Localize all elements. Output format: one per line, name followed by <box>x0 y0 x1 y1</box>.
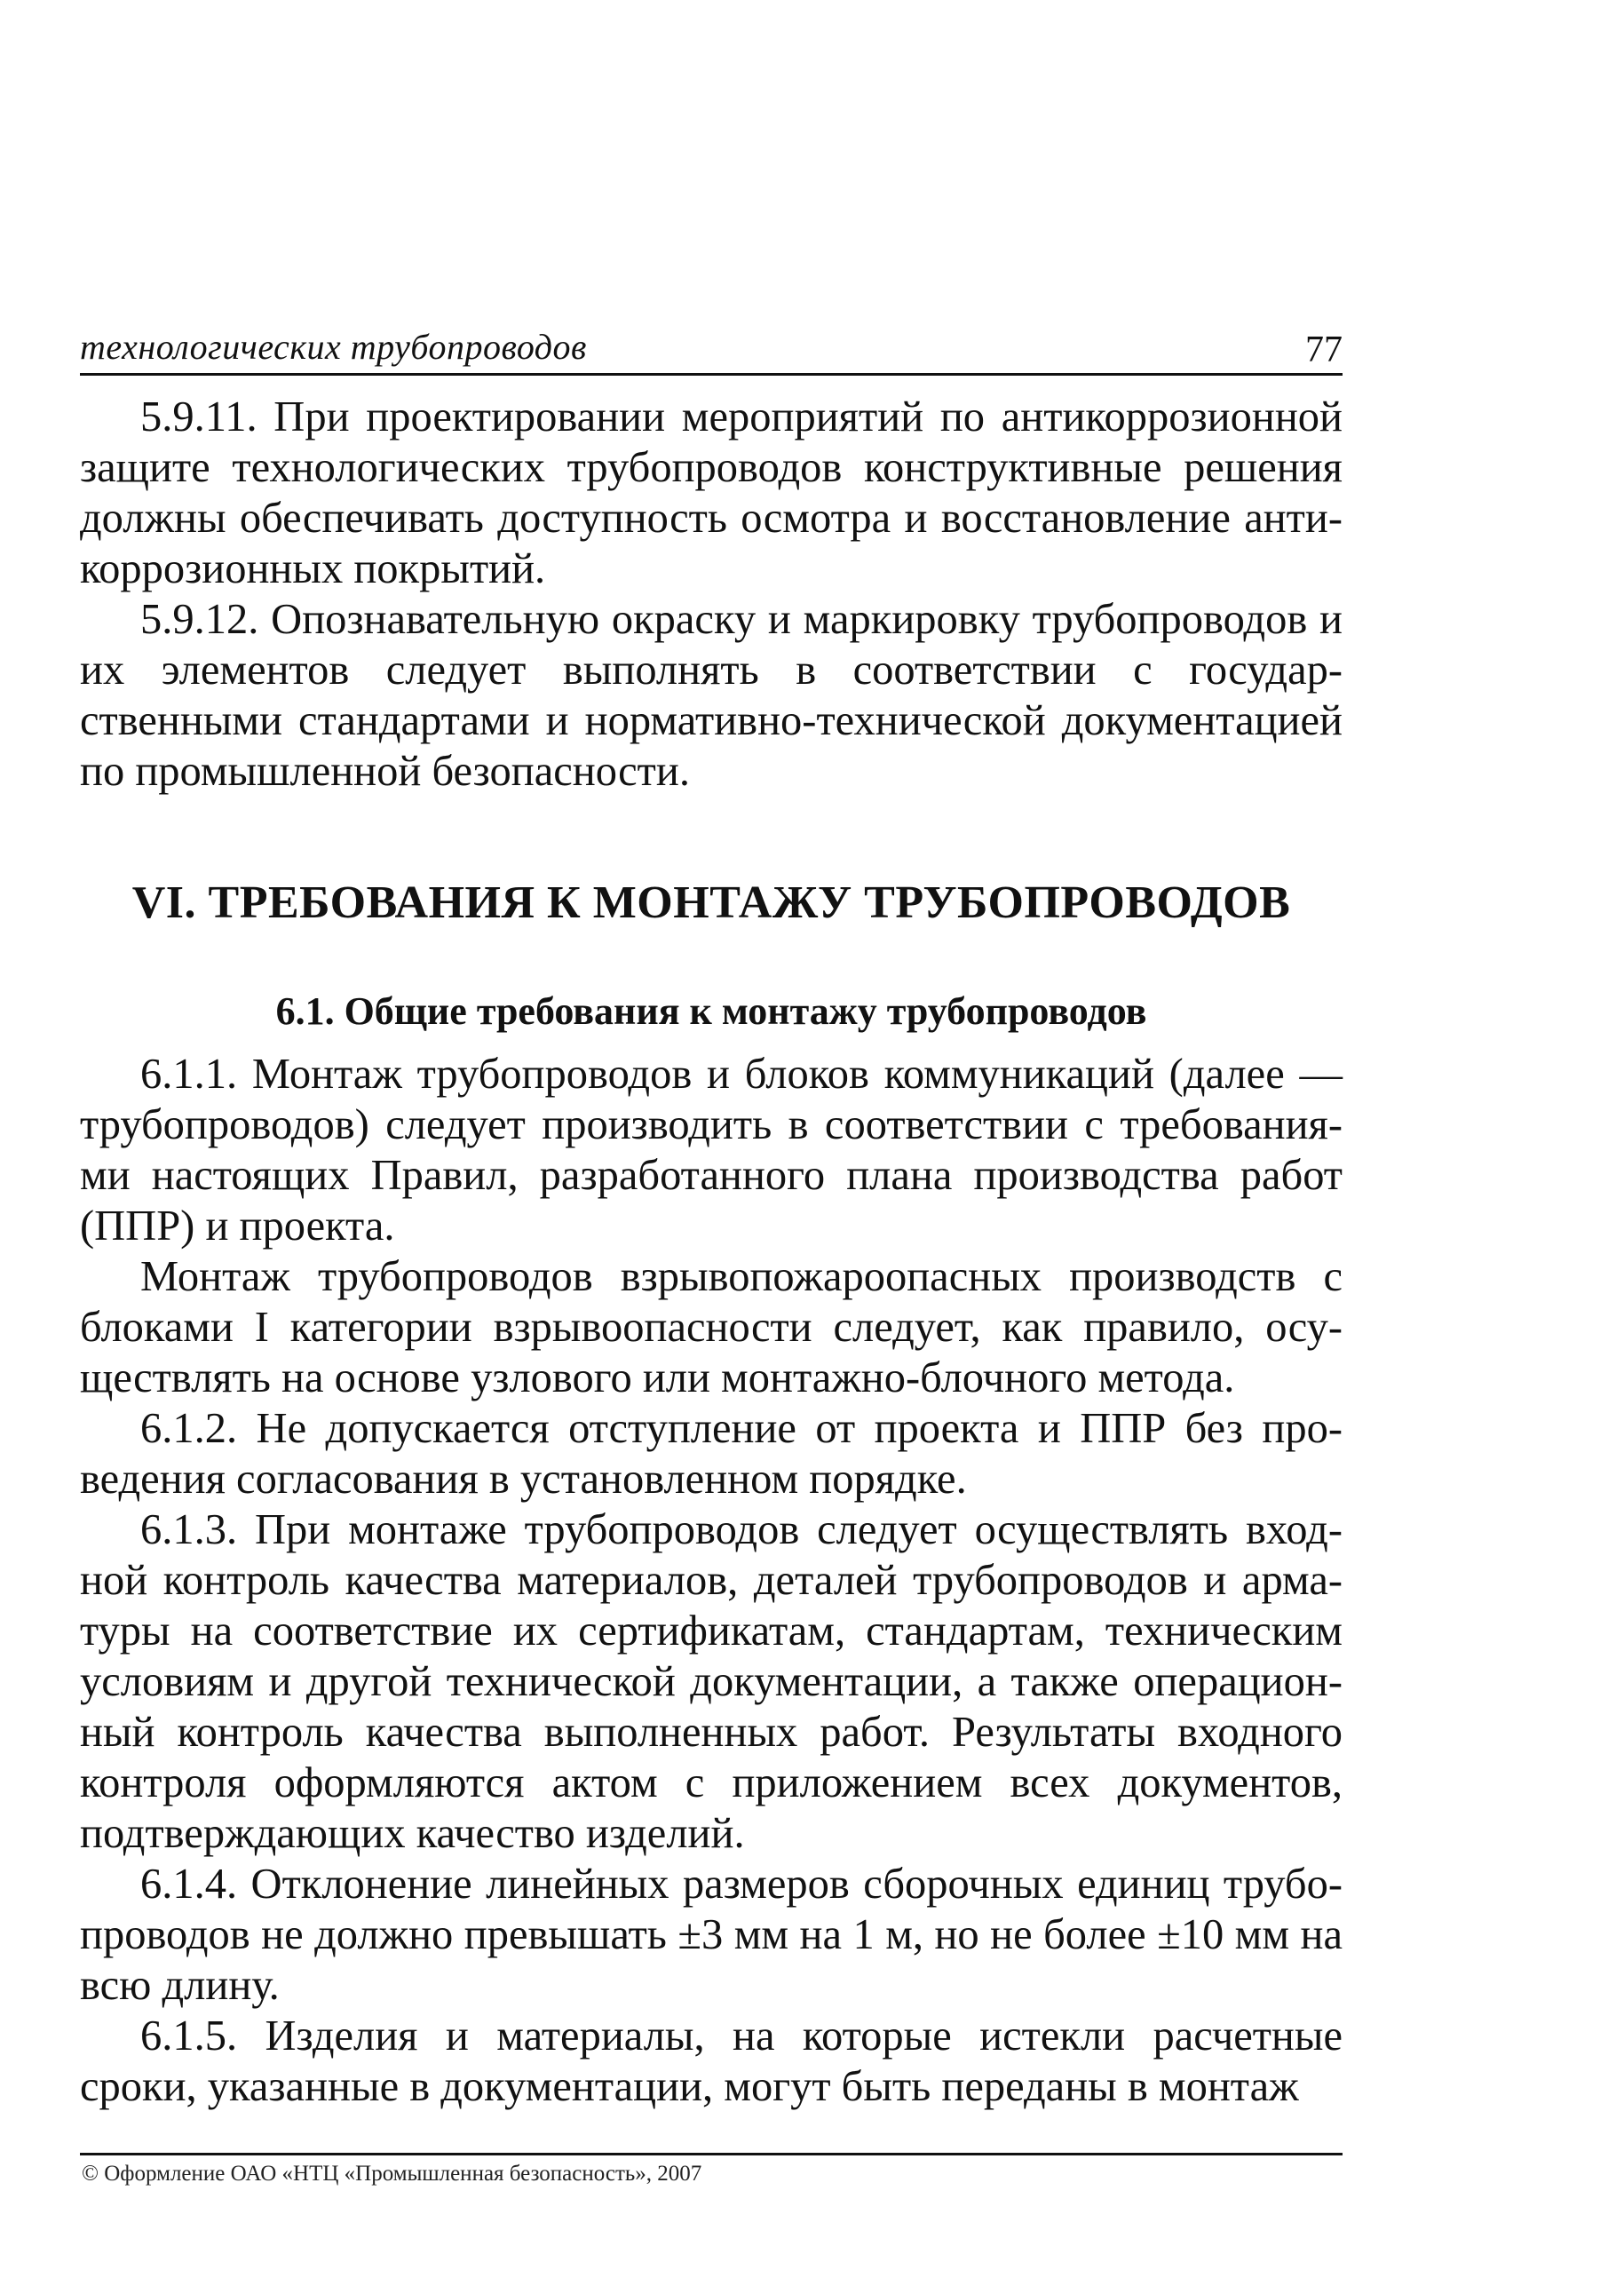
paragraph-5-9-12: 5.9.12. Опознавательную окраску и маркировку трубопроводов и их элементов следует выполнять в соответствии с государственными стандартами и нормативно-технической документацией по промышленной безопасности. <box>80 596 1343 795</box>
running-header <box>80 320 1343 376</box>
page-number: 77 <box>1305 329 1343 370</box>
section-heading: 6.1. Общие требования к монтажу трубопроводов <box>275 989 1147 1033</box>
footer-copyright: © Оформление ОАО «НТЦ «Промышленная безопасность», 2007 <box>82 2162 702 2186</box>
paragraph-5-9-11: 5.9.11. При проектировании мероприятий по антикоррозионной защите технологических трубопроводов конструктивные решения должны обеспечивать доступность осмотра и восстановление антикоррозионных покрытий. <box>80 393 1343 592</box>
paragraph-6-1-5: 6.1.5. Изделия и материалы, на которые истекли расчетные сроки, указанные в документации, могут быть переданы в монтаж <box>80 2012 1343 2110</box>
chapter-heading: VI. ТРЕБОВАНИЯ К МОНТАЖУ ТРУБОПРОВОДОВ <box>131 877 1291 928</box>
paragraph-6-1-2: 6.1.2. Не допускается отступление от проекта и ППР без проведения согласования в установленном порядке. <box>80 1405 1343 1503</box>
paragraph-6-1-3: 6.1.3. При монтаже трубопроводов следует осуществлять входной контроль качества материалов, деталей трубопроводов и арматуры на соответствие их сертификатам, стандартам, техническим условиям и другой технической документации, а также операционный контроль качества выполненных работ. Результаты входного контроля оформляются актом с приложением всех документов, подтверждающих качество изделий. <box>80 1506 1343 1857</box>
paragraph-6-1-4: 6.1.4. Отклонение линейных размеров сборочных единиц трубопроводов не должно превышать ±3 мм на 1 м, но не более ±10 мм на всю длину. <box>80 1861 1343 2009</box>
paragraph-6-1-1-continuation: Монтаж трубопроводов взрывопожароопасных производств с блоками I категории взрывоопасности следует, как правило, осуществлять на основе узлового или монтажно-блочного метода. <box>80 1253 1343 1401</box>
document-page <box>80 320 1343 2112</box>
footer-rule <box>80 2153 1343 2155</box>
running-title: технологических трубопроводов <box>80 327 587 367</box>
body-text <box>80 392 1343 2112</box>
paragraph-6-1-1: 6.1.1. Монтаж трубопроводов и блоков коммуникаций (далее — трубопроводов) следует производить в соответствии с требованиями настоящих Правил, разработанного плана производства работ (ППР) и проекта. <box>80 1051 1343 1250</box>
